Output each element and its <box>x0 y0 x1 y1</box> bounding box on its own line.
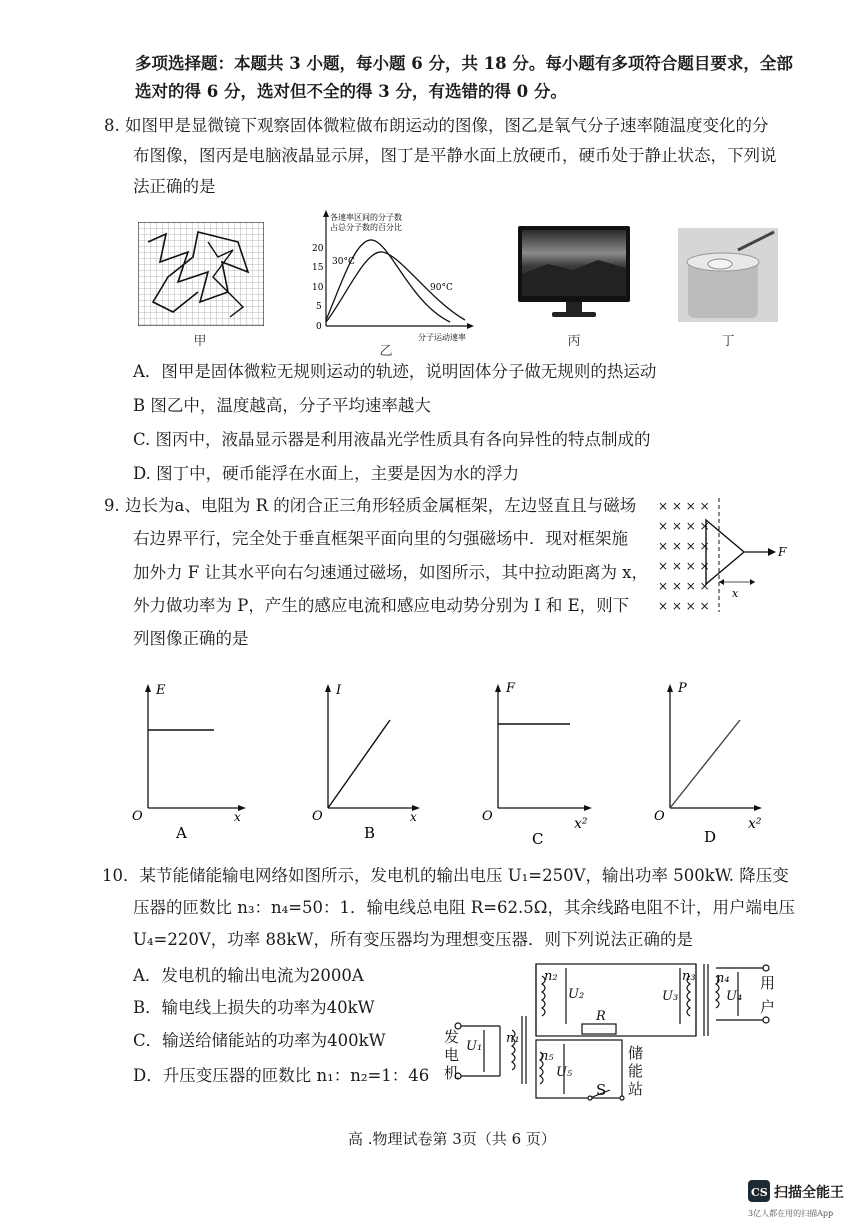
q9-stem-line3: 加外力 F 让其水平向右匀速通过磁场，如图所示，其中拉动距离为 x， <box>133 563 648 582</box>
graph-b-letter: B <box>364 824 376 842</box>
label-n3: n₃ <box>682 969 696 984</box>
graph-ylabel-2: 占总分子数的百分比 <box>330 223 402 232</box>
q9-graph-d <box>652 676 782 850</box>
graph-d-letter: D <box>704 828 717 846</box>
q8-stem-line3: 法正确的是 <box>133 177 216 196</box>
label-n4: n₄ <box>716 971 730 986</box>
graph-a-ylabel: E <box>156 683 166 698</box>
page-footer: 高 .物理试卷第 3页（共 6 页） <box>348 1130 556 1148</box>
graph-a-xlabel: x <box>234 810 241 824</box>
label-U4: U₄ <box>726 989 743 1004</box>
graph-c-ylabel: F <box>506 681 516 696</box>
graph-b-xlabel: x <box>410 810 417 824</box>
generator-char-2: 电 <box>444 1046 460 1064</box>
label-U5: U₅ <box>556 1065 573 1080</box>
storage-char-2: 能 <box>628 1062 644 1080</box>
q10-stem-line1: 10．某节能储能输电网络如图所示，发电机的输出电压 U₁=250V，输出功率 500kW. 降压变 <box>102 866 789 885</box>
user-char-1: 用 <box>760 974 776 992</box>
graph-ylabel-1: 各速率区间的分子数 <box>330 213 402 222</box>
q9-stem-line4: 外力做功率为 P，产生的感应电流和感应电动势分别为 I 和 E，则下 <box>133 596 630 615</box>
svg-text:× × × ×: × × × × <box>658 499 710 513</box>
q9-stem-line5: 列图像正确的是 <box>133 629 249 648</box>
svg-text:× × × ×: × × × × <box>658 559 710 573</box>
figure-ding-coin <box>678 228 778 326</box>
label-R: R <box>596 1009 606 1024</box>
q8-option-a: A．图甲是固体微粒无规则运动的轨迹，说明固体分子做无规则的热运动 <box>133 362 657 381</box>
q8-stem-line1: 8. 如图甲是显微镜下观察固体微粒做布朗运动的图像，图乙是氧气分子速率随温度变化的分 <box>104 116 769 135</box>
label-U3: U₃ <box>662 989 679 1004</box>
user-char-2: 户 <box>760 998 776 1016</box>
figure-bing-monitor <box>518 226 630 326</box>
graph-a-origin: O <box>132 809 143 824</box>
svg-text:× × × ×: × × × × <box>658 579 710 593</box>
q10-circuit-diagram <box>440 958 800 1120</box>
storage-char-3: 站 <box>628 1080 644 1098</box>
q10-option-d: D．升压变压器的匝数比 n₁：n₂=1：46 <box>133 1066 430 1085</box>
switch-label: S <box>596 1081 607 1099</box>
ytick-10: 10 <box>312 283 324 293</box>
graph-c-xlabel: x² <box>574 816 588 832</box>
q10-option-c: C．输送给储能站的功率为400kW <box>133 1031 386 1050</box>
q9-graph-a <box>128 676 258 850</box>
scanner-watermark <box>748 1176 858 1224</box>
label-n1: n₁ <box>506 1031 520 1046</box>
svg-text:× × × ×: × × × × <box>658 539 710 553</box>
q10-option-b: B．输电线上损失的功率为40kW <box>133 998 375 1017</box>
q9-graph-c <box>478 676 608 850</box>
ytick-0: 0 <box>316 322 322 332</box>
graph-b-origin: O <box>312 809 323 824</box>
q9-label-F: F <box>778 545 787 559</box>
section-header-line1: 多项选择题：本题共 3 小题，每小题 6 分，共 18 分。每小题有多项符合题目要求，全部 <box>135 54 793 73</box>
q8-stem-line2: 布图像，图丙是电脑液晶显示屏，图丁是平静水面上放硬币，硬币处于静止状态，下列说 <box>133 146 777 165</box>
graph-xlabel: 分子运动速率 <box>418 333 466 342</box>
q10-stem-line2: 压器的匝数比 n₃：n₄=50：1．输电线总电阻 R=62.5Ω，其余线路电阻不计，用户端电压 <box>133 898 795 917</box>
watermark-subtitle: 3亿人都在用的扫描App <box>748 1209 834 1218</box>
graph-c-origin: O <box>482 809 493 824</box>
ytick-20: 20 <box>312 244 324 254</box>
figure-jia-label: 甲 <box>193 334 207 349</box>
q8-option-c: C. 图丙中，液晶显示器是利用液晶光学性质具有各向异性的特点制成的 <box>133 430 651 449</box>
q10-option-a: A．发电机的输出电流为2000A <box>133 966 364 985</box>
figure-yi-label: 乙 <box>379 344 393 359</box>
q10-stem-line3: U₄=220V，功率 88kW，所有变压器均为理想变压器．则下列说法正确的是 <box>133 930 693 949</box>
figure-yi-graph <box>300 208 480 347</box>
ytick-15: 15 <box>312 263 324 273</box>
generator-char-3: 机 <box>444 1064 460 1082</box>
label-n2: n₂ <box>544 969 558 984</box>
graph-d-ylabel: P <box>678 681 687 696</box>
curve-30c: 30°C <box>332 257 355 267</box>
graph-d-xlabel: x² <box>748 816 762 832</box>
section-header-line2: 选对的得 6 分，选对但不全的得 3 分，有选错的得 0 分。 <box>135 82 567 101</box>
q8-option-b: B 图乙中，温度越高，分子平均速率越大 <box>133 396 431 415</box>
storage-char-1: 储 <box>628 1044 644 1062</box>
q9-field-figure <box>656 494 796 618</box>
label-U1: U₁ <box>466 1039 483 1054</box>
generator-char-1: 发 <box>444 1028 460 1046</box>
graph-b-ylabel: I <box>336 683 342 698</box>
graph-a-letter: A <box>176 824 187 842</box>
curve-90c: 90°C <box>430 283 453 293</box>
q9-stem-line2: 右边界平行，完全处于垂直框架平面向里的匀强磁场中．现对框架施 <box>133 529 628 548</box>
q9-graph-b <box>302 676 432 850</box>
watermark-logo: CS <box>751 1186 768 1199</box>
svg-text:× × × ×: × × × × <box>658 519 710 533</box>
graph-d-origin: O <box>654 809 665 824</box>
svg-text:× × × ×: × × × × <box>658 599 710 613</box>
watermark-title: 扫描全能王 <box>774 1185 844 1201</box>
q9-label-x: x <box>732 587 739 600</box>
label-n5: n₅ <box>540 1049 554 1064</box>
graph-c-letter: C <box>532 830 544 846</box>
ytick-5: 5 <box>316 302 322 312</box>
figure-jia-brownian <box>138 222 264 330</box>
q9-stem-line1: 9. 边长为a、电阻为 R 的闭合正三角形轻质金属框架，左边竖直且与磁场 <box>104 496 637 515</box>
figure-bing-label: 丙 <box>567 334 581 349</box>
label-U2: U₂ <box>568 987 585 1002</box>
figure-ding-label: 丁 <box>721 334 735 349</box>
q8-option-d: D. 图丁中，硬币能浮在水面上，主要是因为水的浮力 <box>133 464 520 483</box>
